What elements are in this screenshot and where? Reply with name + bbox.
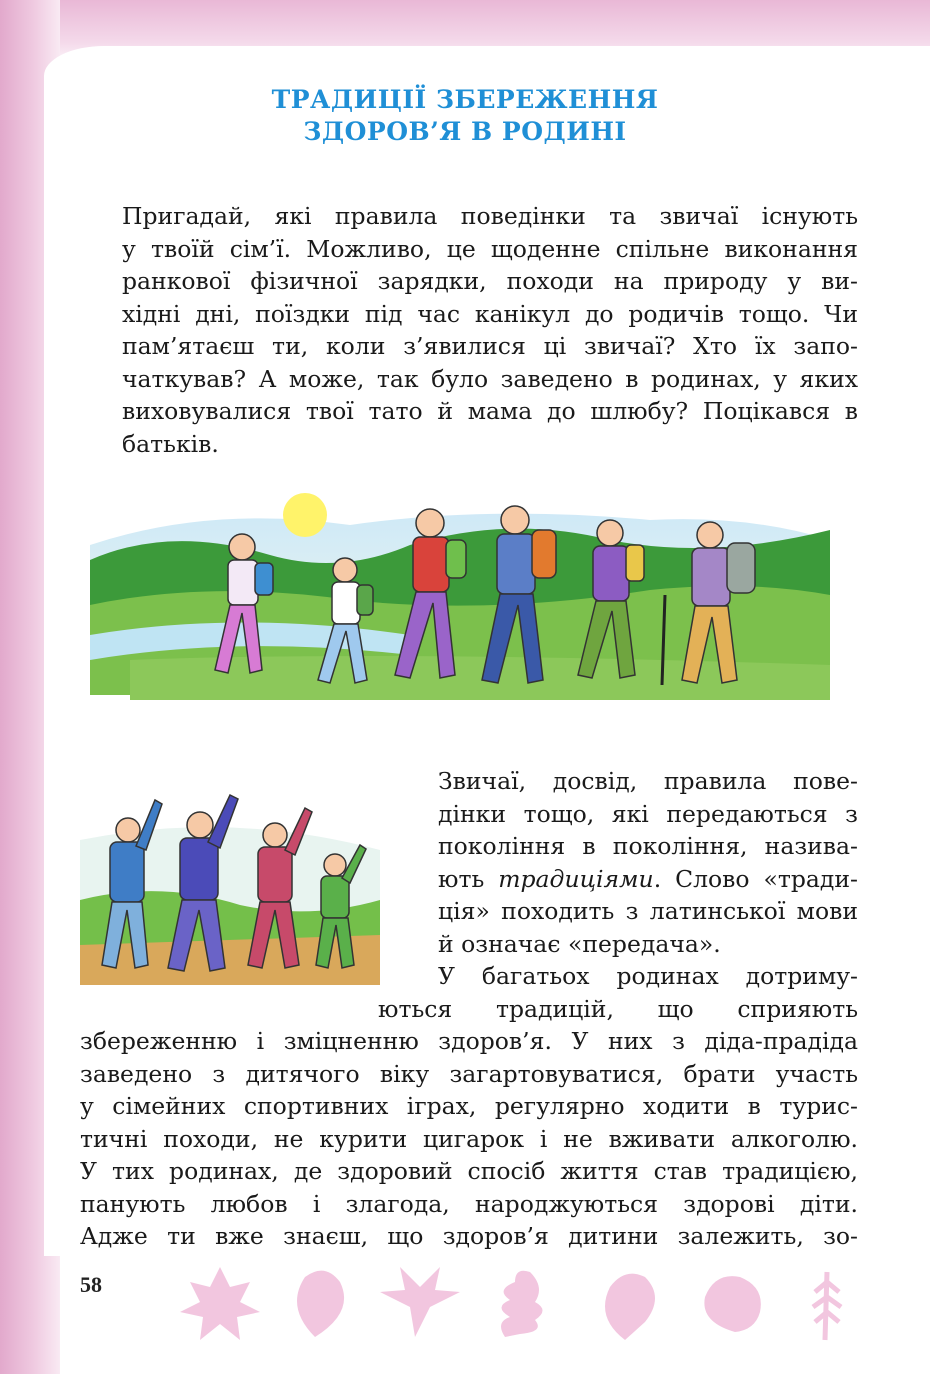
section-title [0, 84, 930, 148]
oak-leaf-icon [501, 1271, 543, 1337]
paragraph-line: панують любов і злагода, народжуються здорові діти. [80, 1189, 858, 1218]
paragraph-line: ція» походить з латинської мови [438, 897, 858, 925]
maple-leaf-icon [180, 1267, 260, 1340]
paragraph-line: Пригадай, які правила поведінки та звичаї існують [122, 202, 858, 230]
paragraph-line: Звичаї, досвід, правила пове- [438, 767, 858, 795]
paragraph-line: Адже ти вже знаєш, що здоров’я дитини залежить, зо- [80, 1222, 858, 1250]
family-exercise-illustration [80, 780, 380, 985]
elm-leaf-icon [605, 1274, 655, 1340]
fern-leaf-icon [813, 1272, 841, 1340]
paragraph-line: тичні походи, не курити цигарок і не вживати алкоголю. [80, 1124, 858, 1153]
paragraph-3-continued [80, 1025, 858, 1253]
paragraph-line-with-term [400, 863, 858, 896]
birch-leaf-icon [297, 1271, 344, 1337]
term-traditions: традиціями [498, 864, 654, 893]
paragraph-line: батьків. [122, 429, 219, 458]
paragraph-line: чаткував? А може, так було заведено в родинах, у яких [122, 364, 858, 393]
paragraph-line: покоління в покоління, назива- [438, 832, 858, 860]
paragraph-line: виховувалися твої тато й мама до шлюбу? Поцікався в [122, 397, 858, 425]
paragraph-line: У багатьох родинах дотриму- [438, 962, 858, 990]
paragraph-line: пам’ятаєш ти, коли з’явилися ці звичаї? Хто їх запо- [122, 332, 858, 360]
sun-shape [283, 493, 327, 537]
paragraph-1 [80, 200, 858, 460]
paragraph-line: хідні дні, поїздки під час канікул до родичів тощо. Чи [122, 299, 858, 328]
title-line-1: ТРАДИЦІЇ ЗБЕРЕЖЕННЯ [271, 85, 659, 114]
paragraph-line: ються традицій, що сприяють [378, 994, 858, 1023]
paragraph-line: У тих родинах, де здоровий спосіб життя став традицією, [80, 1157, 858, 1185]
decorative-leaves [175, 1262, 875, 1344]
paragraph-line: ранкової фізичної зарядки, походи на природу у ви- [122, 267, 858, 295]
paragraph-line: заведено з дитячого віку загартовуватися, брати участь [80, 1059, 858, 1088]
paragraph-2 [400, 765, 858, 960]
text-fragment: ють [438, 864, 499, 893]
paragraph-line: у сімейних спортивних іграх, регулярно ходити в турис- [80, 1092, 858, 1120]
title-line-2: ЗДОРОВ’Я В РОДИНІ [303, 117, 627, 146]
paragraph-line: збереженню і зміцненню здоров’я. У них з діда-прадіда [80, 1027, 858, 1055]
paragraph-line: й означає «передача». [438, 929, 721, 958]
hiking-family-illustration [90, 485, 830, 710]
chestnut-leaf-icon [380, 1267, 460, 1337]
text-fragment: . Слово «тради- [653, 864, 858, 893]
linden-leaf-icon [704, 1276, 760, 1332]
paragraph-line: у твоїй сім’ї. Можливо, це щоденне спільне виконання [122, 234, 858, 263]
page-number: 58 [80, 1272, 102, 1297]
paragraph-line: дінки тощо, які передаються з [438, 799, 858, 828]
paragraph-3-start [378, 960, 858, 1025]
